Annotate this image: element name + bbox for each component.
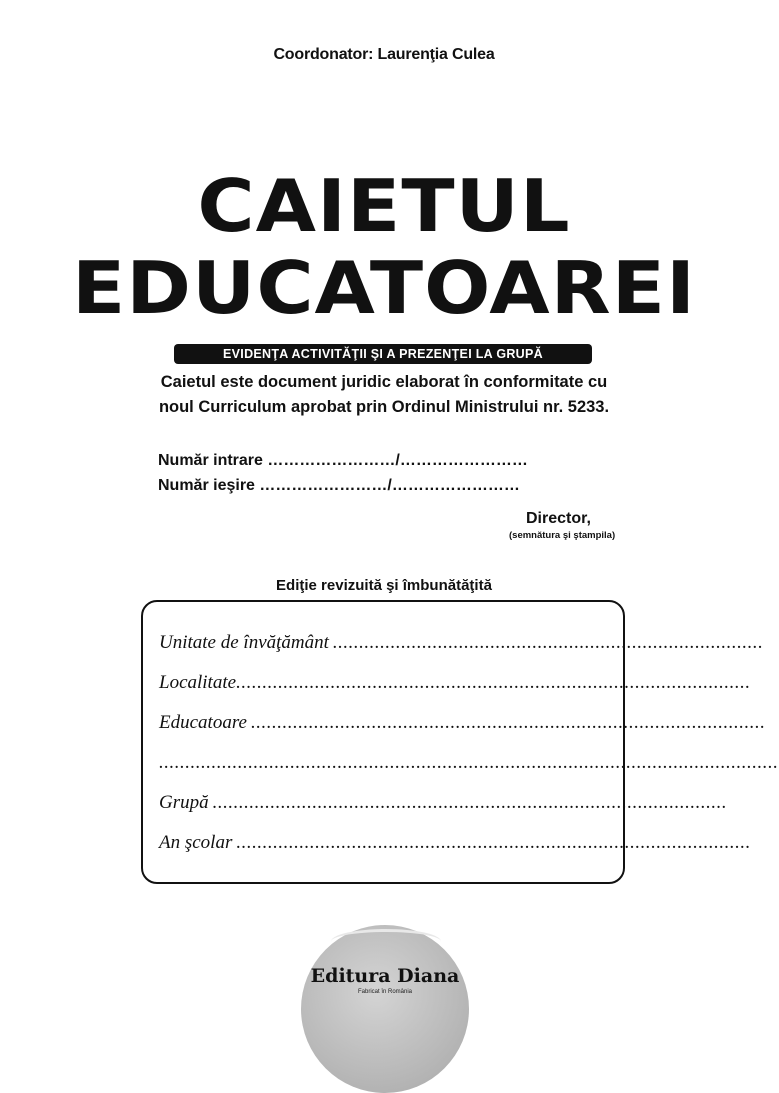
legal-line-1: Caietul este document juridic elaborat în conformitate cu [160,373,608,391]
form-dots: .................................................................................................. [236,672,751,693]
logo-page-curl [331,929,441,954]
form-dots: .................................................................................................. [236,832,751,853]
form-line-unitate[interactable] [159,632,764,654]
form-line-localitate[interactable] [159,672,751,694]
form-line-grupa[interactable] [159,792,728,814]
form-dots: .................................................................................. [332,632,764,653]
form-dots: ...................................................................................................................... [159,752,779,773]
form-label: An şcolar [159,832,233,853]
title-line-1: CAIETUL [197,165,571,249]
form-label: Educatoare [159,712,247,733]
legal-line-2: noul Curriculum aprobat prin Ordinul Ministrului nr. 5233. [158,398,610,416]
info-form-box [141,600,779,884]
publisher-name: Editura Diana [310,965,460,987]
form-line-educatoare-continued[interactable] [159,752,779,774]
form-line-an-scolar[interactable] [159,832,751,854]
numar-intrare-field[interactable]: Număr intrare ……………………/…………………… [158,452,528,469]
form-dots: .................................................................................................. [212,792,728,813]
director-signature-note: (semnătura şi ştampila) [509,530,616,541]
coordinator-credit: Coordonator: Laurenţia Culea [273,46,495,63]
form-label: Localitate [159,672,237,693]
form-label: Grupă [159,792,209,813]
publisher-subtitle: Fabricat în România [357,989,413,995]
numar-iesire-field[interactable]: Număr ieşire ……………………/…………………… [158,477,520,494]
edition-label: Ediţie revizuită şi îmbunătăţită [276,577,492,594]
form-label: Unitate de învăţământ [159,632,329,653]
form-line-educatoare[interactable] [159,712,766,734]
subtitle-badge: EVIDENŢA ACTIVITĂŢII ŞI A PREZENŢEI LA GRUPĂ [174,344,592,364]
form-dots: .................................................................................................. [250,712,766,733]
publisher-logo [301,925,469,1024]
title-line-2: EDUCATOAREI [71,247,697,331]
director-label: Director, [526,510,591,527]
legal-notice [0,370,768,420]
